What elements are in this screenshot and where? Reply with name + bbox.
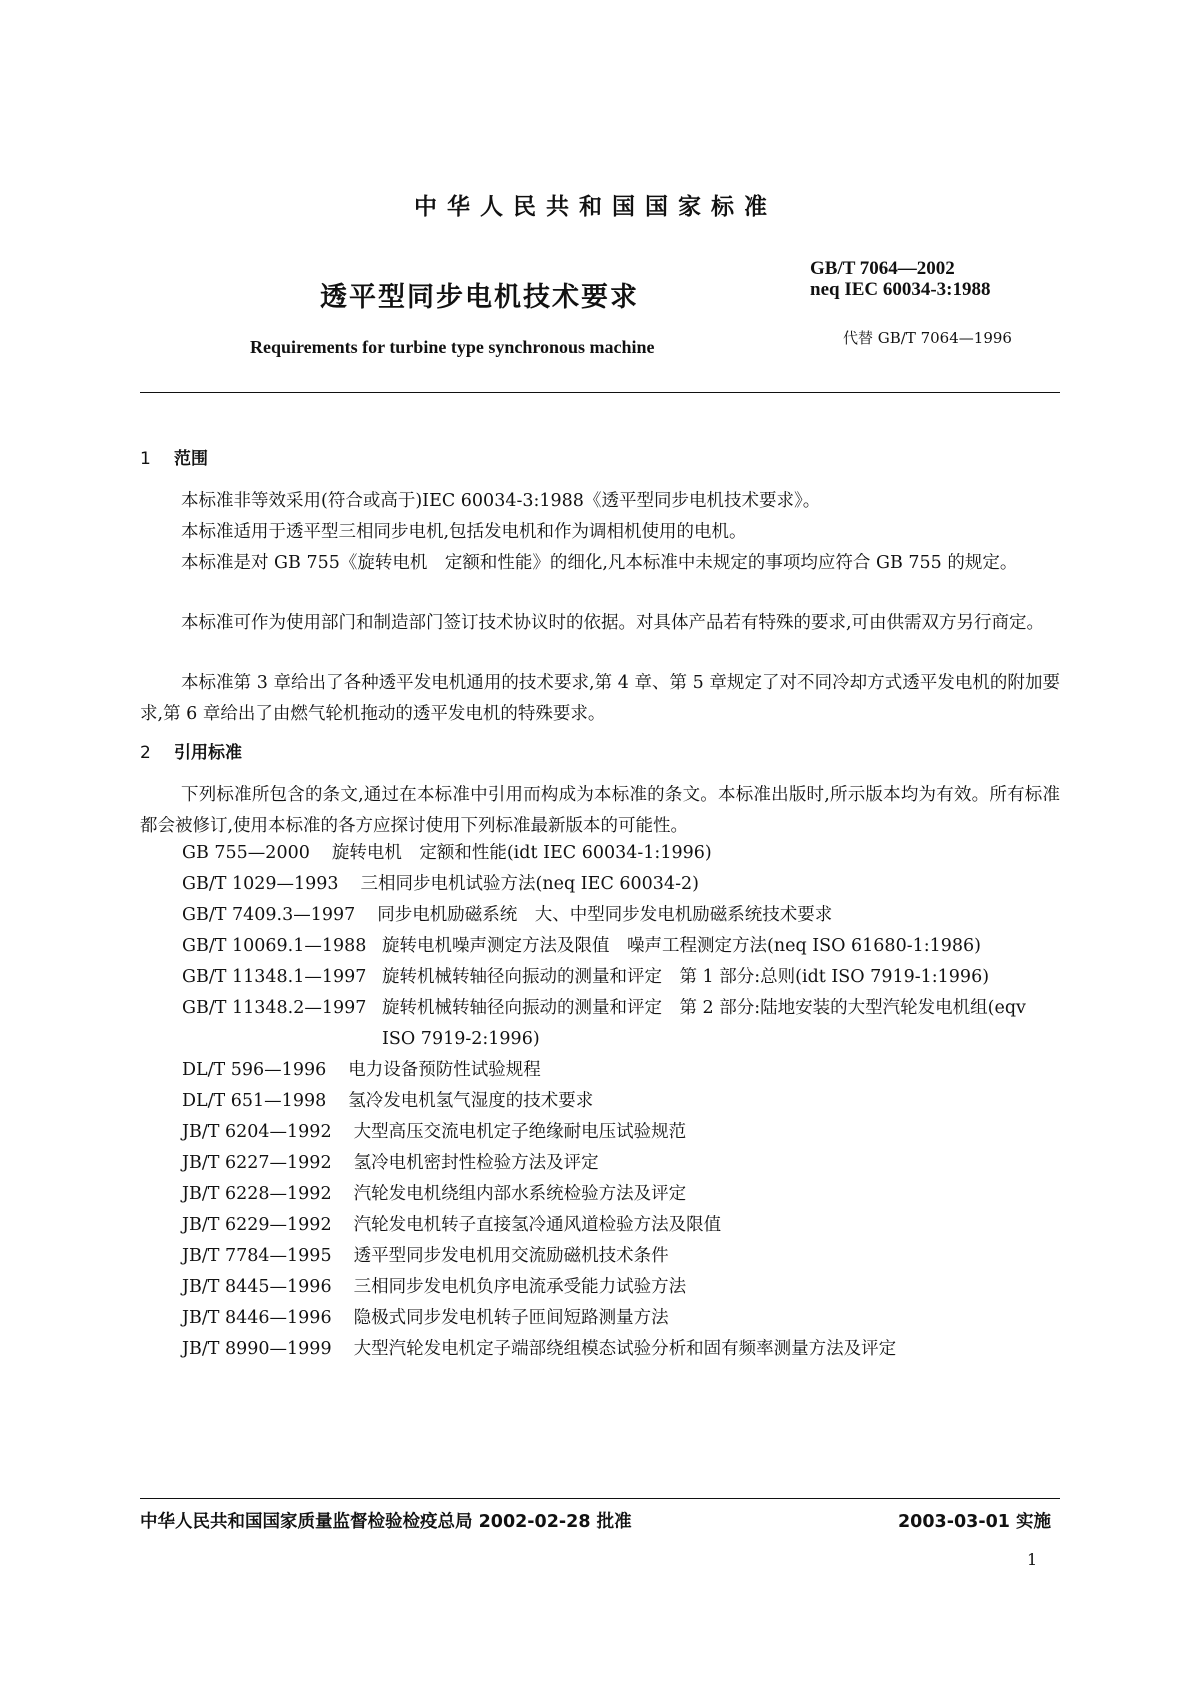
reference-code: GB/T 11348.2—1997: [182, 998, 367, 1018]
reference-code: GB/T 11348.1—1997: [182, 967, 367, 987]
reference-item: [182, 900, 1062, 931]
implementation-date: 2003-03-01 实施: [898, 1512, 1052, 1532]
reference-title: 隐极式同步发电机转子匝间短路测量方法: [353, 1308, 669, 1328]
reference-code: GB/T 1029—1993: [182, 874, 339, 894]
equivalence-code: neq IEC 60034-3:1988: [810, 279, 991, 300]
reference-item: [182, 1055, 1062, 1086]
reference-title: 汽轮发电机转子直接氢冷通风道检验方法及限值: [353, 1215, 722, 1235]
section-heading-normative-references: [140, 738, 242, 763]
section-number: 2: [140, 743, 151, 763]
reference-code: GB/T 7409.3—1997: [182, 905, 356, 925]
section-title: 引用标准: [174, 743, 242, 763]
reference-item: [182, 869, 1062, 900]
reference-item: [182, 1303, 1062, 1334]
reference-item: [182, 993, 1062, 1055]
reference-title: 大型汽轮发电机定子端部绕组模态试验分析和固有频率测量方法及评定: [353, 1339, 897, 1359]
standard-org: 中华人民共和国国家标准: [414, 194, 777, 220]
reference-code: JB/T 8445—1996: [182, 1277, 332, 1297]
paragraph: 本标准是对 GB 755《旋转电机 定额和性能》的细化,凡本标准中未规定的事项均应符合 GB 755 的规定。: [181, 553, 1018, 573]
reference-code: DL/T 651—1998: [182, 1091, 327, 1111]
document-title-english: Requirements for turbine type synchronous machine: [250, 337, 655, 357]
header-rule: [140, 392, 1060, 393]
reference-item: [182, 1086, 1062, 1117]
footer-rule: [140, 1498, 1060, 1499]
reference-item: [182, 931, 1062, 962]
reference-item: [182, 1210, 1062, 1241]
section-title: 范围: [174, 449, 208, 469]
reference-item: [182, 1272, 1062, 1303]
replaces-note: 代替 GB/T 7064—1996: [843, 329, 1012, 347]
reference-title: 旋转机械转轴径向振动的测量和评定 第 1 部分:总则(idt ISO 7919-1:1996): [382, 967, 990, 987]
reference-title: 大型高压交流电机定子绝缘耐电压试验规范: [353, 1122, 687, 1142]
reference-code: JB/T 6204—1992: [182, 1122, 332, 1142]
reference-list: [182, 838, 1062, 1365]
reference-title: 电力设备预防性试验规程: [348, 1060, 541, 1080]
reference-item: [182, 1241, 1062, 1272]
reference-item: [182, 838, 1062, 869]
reference-code: JB/T 8446—1996: [182, 1308, 332, 1328]
reference-item: [182, 1179, 1062, 1210]
reference-title: 氢冷电机密封性检验方法及评定: [353, 1153, 599, 1173]
paragraph: 下列标准所包含的条文,通过在本标准中引用而构成为本标准的条文。本标准出版时,所示版本均为有效。所有标准都会被修订,使用本标准的各方应探讨使用下列标准最新版本的可能性。: [140, 785, 1060, 836]
reference-item: [182, 1148, 1062, 1179]
paragraph: 本标准第 3 章给出了各种透平发电机通用的技术要求,第 4 章、第 5 章规定了对不同冷却方式透平发电机的附加要求,第 6 章给出了由燃气轮机拖动的透平发电机的特殊要求。: [140, 673, 1060, 724]
reference-title: 同步电机励磁系统 大、中型同步发电机励磁系统技术要求: [377, 905, 833, 925]
reference-title: 旋转机械转轴径向振动的测量和评定 第 2 部分:陆地安装的大型汽轮发电机组(eqv ISO 7919-2:1996): [382, 998, 1026, 1049]
approval-line: 中华人民共和国国家质量监督检验检疫总局 2002-02-28 批准: [140, 1512, 632, 1532]
section-heading-scope: [140, 444, 208, 469]
standard-code-block: [810, 258, 991, 300]
reference-title: 三相同步电机试验方法(neq IEC 60034-2): [360, 874, 699, 894]
reference-code: JB/T 6227—1992: [182, 1153, 332, 1173]
reference-item: [182, 1117, 1062, 1148]
standard-code: GB/T 7064—2002: [810, 258, 955, 279]
reference-code: DL/T 596—1996: [182, 1060, 327, 1080]
reference-code: JB/T 6229—1992: [182, 1215, 332, 1235]
reference-title: 透平型同步发电机用交流励磁机技术条件: [353, 1246, 669, 1266]
reference-title: 旋转电机 定额和性能(idt IEC 60034-1:1996): [331, 843, 712, 863]
paragraph: 本标准可作为使用部门和制造部门签订技术协议时的依据。对具体产品若有特殊的要求,可由供需双方另行商定。: [181, 613, 1045, 633]
document-title: 透平型同步电机技术要求: [320, 282, 639, 313]
reference-title: 三相同步发电机负序电流承受能力试验方法: [353, 1277, 687, 1297]
paragraph: 本标准适用于透平型三相同步电机,包括发电机和作为调相机使用的电机。: [181, 522, 747, 542]
reference-title: 氢冷发电机氢气湿度的技术要求: [348, 1091, 594, 1111]
reference-code: GB/T 10069.1—1988: [182, 936, 367, 956]
section-number: 1: [140, 449, 151, 469]
reference-item: [182, 1334, 1062, 1365]
reference-item: [182, 962, 1062, 993]
reference-code: JB/T 7784—1995: [182, 1246, 332, 1266]
reference-code: JB/T 6228—1992: [182, 1184, 332, 1204]
reference-title: 汽轮发电机绕组内部水系统检验方法及评定: [353, 1184, 687, 1204]
reference-code: GB 755—2000: [182, 843, 310, 863]
page-number: 1: [1027, 1550, 1038, 1569]
reference-title: 旋转电机噪声测定方法及限值 噪声工程测定方法(neq ISO 61680-1:1986): [382, 936, 982, 956]
reference-code: JB/T 8990—1999: [182, 1339, 332, 1359]
paragraph: 本标准非等效采用(符合或高于)IEC 60034-3:1988《透平型同步电机技术要求》。: [181, 491, 821, 511]
